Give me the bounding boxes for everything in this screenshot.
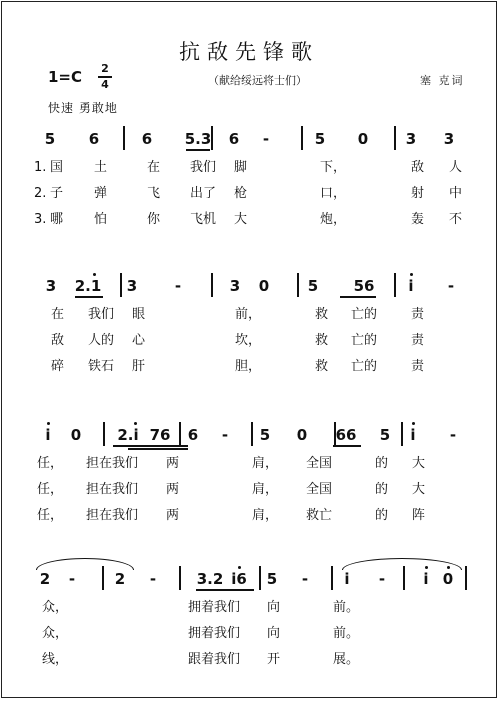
bar-line: [103, 422, 105, 446]
bar-line: [251, 422, 253, 446]
lyric-text: 飞: [147, 186, 161, 201]
lyric-text: 两: [166, 456, 180, 471]
lyric-text: 的: [375, 482, 389, 497]
lyric-text: 轰: [411, 212, 425, 227]
lyric-text: 亡的: [351, 307, 378, 322]
jianpu-note: 5: [44, 130, 56, 148]
music-systems: [2, 2, 498, 699]
beam-underline: [128, 445, 188, 447]
lyric-text: 坎，: [235, 333, 262, 348]
lyric-text: 展。: [333, 652, 360, 667]
beam-underline: [340, 296, 376, 298]
lyric-text: 前。: [333, 626, 360, 641]
jianpu-note: i: [408, 277, 414, 295]
lyric-text: 大: [412, 482, 426, 497]
lyric-text: 心: [132, 333, 146, 348]
lyric-text: 怕: [94, 212, 108, 227]
jianpu-note: 3: [405, 130, 417, 148]
lyric-text: 飞机: [190, 212, 217, 227]
lyric-text: 前。: [333, 600, 360, 615]
beam-underline: [186, 149, 210, 151]
beam-underline: [196, 589, 254, 591]
lyric-text: 救: [315, 359, 329, 374]
jianpu-note: 2: [114, 570, 126, 588]
score-sheet: [1, 1, 497, 698]
jianpu-note: 5: [314, 130, 326, 148]
lyric-text: 枪: [234, 186, 248, 201]
lyric-text: 亡的: [351, 333, 378, 348]
lyric-text: 的: [375, 508, 389, 523]
lyric-text: 哪: [50, 212, 64, 227]
jianpu-note: i: [410, 426, 416, 444]
time-numerator: 2: [101, 62, 109, 75]
jianpu-note: i: [45, 426, 51, 444]
lyric-text: 弹: [94, 186, 108, 201]
lyric-text: 肩，: [252, 508, 279, 523]
jianpu-note: 0: [258, 277, 270, 295]
lyric-text: 开: [267, 652, 281, 667]
lyric-text: 救: [315, 307, 329, 322]
octave-dot: [47, 422, 50, 425]
jianpu-note: 2.1: [74, 277, 102, 295]
jianpu-note: 2: [39, 570, 51, 588]
jianpu-note: 56: [353, 277, 375, 295]
lyric-text: 担在我们: [86, 508, 139, 523]
lyric-text: 口，: [320, 186, 347, 201]
lyric-text: 阵: [412, 508, 426, 523]
lyric-text: 拥着我们: [188, 626, 241, 641]
jianpu-note: 0: [442, 570, 454, 588]
lyric-text: 前，: [235, 307, 262, 322]
bar-line: [465, 566, 467, 590]
jianpu-note: -: [262, 130, 270, 148]
lyric-text: 救亡: [306, 508, 333, 523]
lyric-text: 1.: [34, 160, 47, 175]
lyric-text: 责: [411, 307, 425, 322]
key-signature: 1=C: [48, 68, 83, 86]
jianpu-note: 6: [228, 130, 240, 148]
lyric-text: 土: [94, 160, 108, 175]
jianpu-note: 6: [141, 130, 153, 148]
jianpu-note: -: [449, 426, 457, 444]
jianpu-note: 5: [379, 426, 391, 444]
jianpu-note: 0: [70, 426, 82, 444]
lyric-text: 人: [449, 160, 463, 175]
lyric-text: 铁石: [88, 359, 115, 374]
lyric-text: 子: [50, 186, 64, 201]
lyric-text: 炮，: [320, 212, 347, 227]
lyric-text: 出了: [190, 186, 217, 201]
lyric-text: 脚: [234, 160, 248, 175]
lyric-text: 敌: [51, 333, 65, 348]
lyric-text: 我们: [190, 160, 217, 175]
lyric-text: 任，: [37, 482, 64, 497]
lyricist-credit: 塞 克词: [420, 74, 465, 87]
jianpu-note: 76: [149, 426, 171, 444]
lyric-text: 拥着我们: [188, 600, 241, 615]
jianpu-note: 3: [126, 277, 138, 295]
jianpu-note: i: [423, 570, 429, 588]
lyric-text: 碎: [51, 359, 65, 374]
lyric-text: 2.: [34, 186, 47, 201]
lyric-text: 你: [147, 212, 161, 227]
lyric-text: 线，: [42, 652, 69, 667]
jianpu-note: i6: [231, 570, 247, 588]
jianpu-note: -: [301, 570, 309, 588]
lyric-text: 胆，: [235, 359, 262, 374]
jianpu-note: i: [344, 570, 350, 588]
lyric-text: 我们: [88, 307, 115, 322]
octave-dot: [134, 422, 137, 425]
jianpu-note: -: [447, 277, 455, 295]
bar-line: [259, 566, 261, 590]
jianpu-note: 5: [307, 277, 319, 295]
bar-line: [123, 126, 125, 150]
lyric-text: 亡的: [351, 359, 378, 374]
lyric-text: 肩，: [252, 482, 279, 497]
jianpu-note: 5: [259, 426, 271, 444]
octave-dot: [93, 273, 96, 276]
lyric-text: 担在我们: [86, 456, 139, 471]
beam-underline: [333, 445, 361, 447]
jianpu-note: 66: [335, 426, 357, 444]
lyric-text: 向: [267, 626, 281, 641]
jianpu-note: 2.i: [117, 426, 139, 444]
octave-dot: [238, 566, 241, 569]
bar-line: [211, 126, 213, 150]
octave-dot: [412, 422, 415, 425]
jianpu-note: 6: [88, 130, 100, 148]
lyric-text: 救: [315, 333, 329, 348]
bar-line: [297, 273, 299, 297]
lyric-text: 国: [50, 160, 64, 175]
lyric-text: 全国: [306, 456, 333, 471]
lyric-text: 敌: [411, 160, 425, 175]
lyric-text: 的: [375, 456, 389, 471]
bar-line: [331, 566, 333, 590]
jianpu-note: -: [68, 570, 76, 588]
lyric-text: 责: [411, 333, 425, 348]
bar-line: [394, 126, 396, 150]
jianpu-note: -: [149, 570, 157, 588]
lyric-text: 不: [449, 212, 463, 227]
lyric-text: 肝: [132, 359, 146, 374]
jianpu-note: -: [174, 277, 182, 295]
lyric-text: 大: [234, 212, 248, 227]
bar-line: [211, 273, 213, 297]
lyric-text: 中: [449, 186, 463, 201]
lyric-text: 众，: [42, 626, 69, 641]
lyric-text: 责: [411, 359, 425, 374]
octave-dot: [410, 273, 413, 276]
jianpu-note: 3: [229, 277, 241, 295]
jianpu-note: 6: [187, 426, 199, 444]
lyric-text: 射: [411, 186, 425, 201]
jianpu-note: 5.3: [184, 130, 212, 148]
bar-line: [120, 273, 122, 297]
bar-line: [401, 422, 403, 446]
jianpu-note: 3: [443, 130, 455, 148]
lyric-text: 向: [267, 600, 281, 615]
lyric-text: 在: [147, 160, 161, 175]
lyric-text: 大: [412, 456, 426, 471]
lyric-text: 任，: [37, 456, 64, 471]
lyric-text: 任，: [37, 508, 64, 523]
tie-slur: [36, 558, 134, 570]
bar-line: [179, 566, 181, 590]
lyric-text: 跟着我们: [188, 652, 241, 667]
bar-line: [334, 422, 336, 446]
lyric-text: 在: [51, 307, 65, 322]
jianpu-note: 0: [296, 426, 308, 444]
tie-slur: [342, 558, 462, 570]
lyric-text: 下，: [320, 160, 347, 175]
lyric-text: 全国: [306, 482, 333, 497]
jianpu-note: 5: [266, 570, 278, 588]
song-title: 抗敌先锋歌: [179, 40, 319, 64]
bar-line: [301, 126, 303, 150]
jianpu-note: 3: [45, 277, 57, 295]
lyric-text: 两: [166, 482, 180, 497]
lyric-text: 担在我们: [86, 482, 139, 497]
dedication: （献给绥远将士们）: [208, 74, 307, 87]
jianpu-note: -: [221, 426, 229, 444]
bar-line: [394, 273, 396, 297]
lyric-text: 肩，: [252, 456, 279, 471]
lyric-text: 人的: [88, 333, 115, 348]
bar-line: [179, 422, 181, 446]
jianpu-note: 0: [357, 130, 369, 148]
lyric-text: 众，: [42, 600, 69, 615]
jianpu-note: -: [378, 570, 386, 588]
lyric-text: 眼: [132, 307, 146, 322]
beam-underline-second: [128, 448, 188, 450]
tempo-marking: 快速 勇敢地: [48, 101, 118, 115]
beam-underline: [75, 296, 103, 298]
jianpu-note: 3.2: [196, 570, 224, 588]
lyric-text: 3.: [34, 212, 47, 227]
time-denominator: 4: [101, 77, 109, 91]
lyric-text: 两: [166, 508, 180, 523]
